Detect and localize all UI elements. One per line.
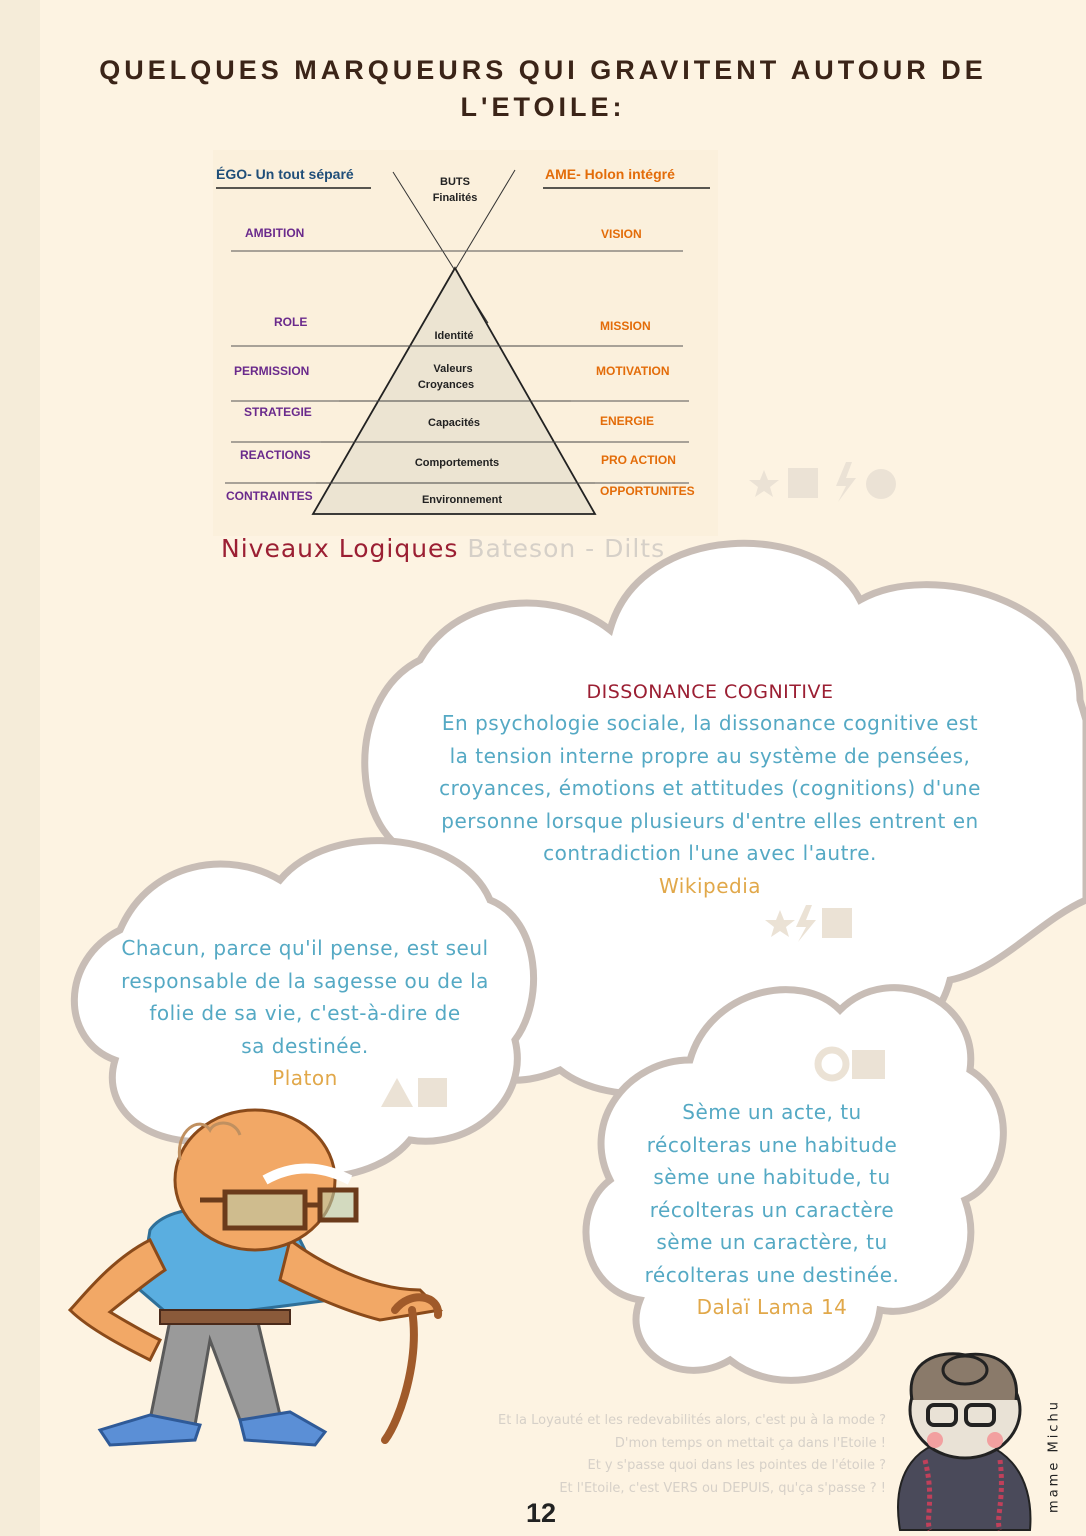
platon-line-4: sa destinée. (241, 1033, 369, 1058)
diagram-right-header: AME- Holon intégré (545, 166, 675, 182)
dissonance-line-5: contradiction l'une avec l'autre. (543, 841, 877, 865)
old-woman-illustration (898, 1354, 1030, 1530)
diagram-left-header: ÉGO- Un tout séparé (216, 166, 354, 182)
dissonance-line-1: En psychologie sociale, la dissonance cognitive est (441, 711, 979, 735)
platon-line-1: Chacun, parce qu'il pense, est seul (121, 936, 489, 960)
left-label-ambition: AMBITION (245, 226, 305, 240)
page-number: 12 (526, 1498, 557, 1528)
platon-line-3: folie de sa vie, c'est-à-dire de (149, 1001, 461, 1025)
signature-text: mame Michu (1046, 1399, 1062, 1513)
footer-line-1: Et la Loyauté et les redevabilités alors, c'est pu à la mode ? (497, 1413, 886, 1428)
dalai-line-3: sème une habitude, tu (653, 1165, 891, 1189)
buts-label: BUTS (440, 176, 470, 188)
dissonance-line-4: personne lorsque plusieurs d'entre elles entrent en (441, 808, 979, 833)
dalai-block (612, 1096, 932, 1324)
shape-icons-right (749, 462, 896, 502)
right-label-mission: MISSION (600, 319, 651, 333)
platon-line-2: responsable de la sagesse ou de la (121, 968, 489, 993)
dalai-source: Dalaï Lama 14 (696, 1295, 848, 1319)
left-label-contraintes: CONTRAINTES (226, 489, 313, 503)
left-label-role: ROLE (274, 315, 308, 329)
level-croyances: Croyances (417, 379, 475, 391)
dissonance-title: DISSONANCE COGNITIVE (586, 681, 834, 703)
footer-notes (498, 1410, 886, 1500)
platon-source: Platon (272, 1066, 338, 1090)
level-capacites: Capacités (428, 417, 480, 429)
dissonance-line-3: croyances, émotions et attitudes (cognitions) d'une (439, 776, 981, 800)
dissonance-source: Wikipedia (658, 873, 762, 898)
right-label-energie: ENERGIE (600, 414, 655, 428)
footer-line-2: D'mon temps on mettait ça dans l'Etoile ! (614, 1435, 886, 1451)
caption-main: Niveaux Logiques (221, 534, 459, 563)
dalai-line-2: récolteras une habitude (646, 1132, 898, 1157)
left-label-reactions: REACTIONS (240, 448, 311, 462)
level-comportements: Comportements (414, 457, 500, 469)
footer-line-3: Et y s'passe quoi dans les pointes de l'étoile ? (587, 1458, 886, 1473)
dalai-line-5: sème un caractère, tu (656, 1230, 888, 1254)
finalites-label: Finalités (432, 192, 478, 204)
dalai-line-6: récolteras une destinée. (644, 1262, 900, 1287)
dissonance-block (400, 677, 1020, 902)
page-title-line2: L'ETOILE: (460, 92, 626, 122)
left-label-permission: PERMISSION (234, 364, 310, 378)
level-environnement: Environnement (421, 494, 503, 506)
dalai-line-4: récolteras un caractère (649, 1197, 895, 1222)
dalai-line-1: Sème un acte, tu (682, 1100, 862, 1124)
star-icon (749, 470, 779, 497)
footer-line-4: Et l'Etoile, c'est VERS ou DEPUIS, qu'ça s'passe ? ! (559, 1480, 886, 1496)
platon-block (105, 932, 505, 1095)
square-icon (788, 468, 818, 498)
left-label-strategie: STRATEGIE (244, 405, 312, 419)
right-label-vision: VISION (601, 227, 642, 241)
lightning-icon (836, 462, 856, 502)
signature (1044, 1396, 1064, 1516)
level-identite: Identité (434, 330, 474, 342)
caption-sub: Bateson - Dilts (467, 534, 666, 563)
level-valeurs: Valeurs (433, 363, 473, 375)
dissonance-line-2: la tension interne propre au système de pensées, (449, 743, 971, 768)
square-icon (852, 1050, 885, 1079)
right-label-motivation: MOTIVATION (596, 364, 670, 378)
circle-icon (866, 469, 896, 499)
right-label-opportunites: OPPORTUNITES (600, 484, 695, 498)
square-icon (822, 908, 852, 938)
right-label-pro-action: PRO ACTION (601, 453, 676, 467)
page-title-line1: QUELQUES MARQUEURS QUI GRAVITENT AUTOUR DE (99, 55, 987, 85)
